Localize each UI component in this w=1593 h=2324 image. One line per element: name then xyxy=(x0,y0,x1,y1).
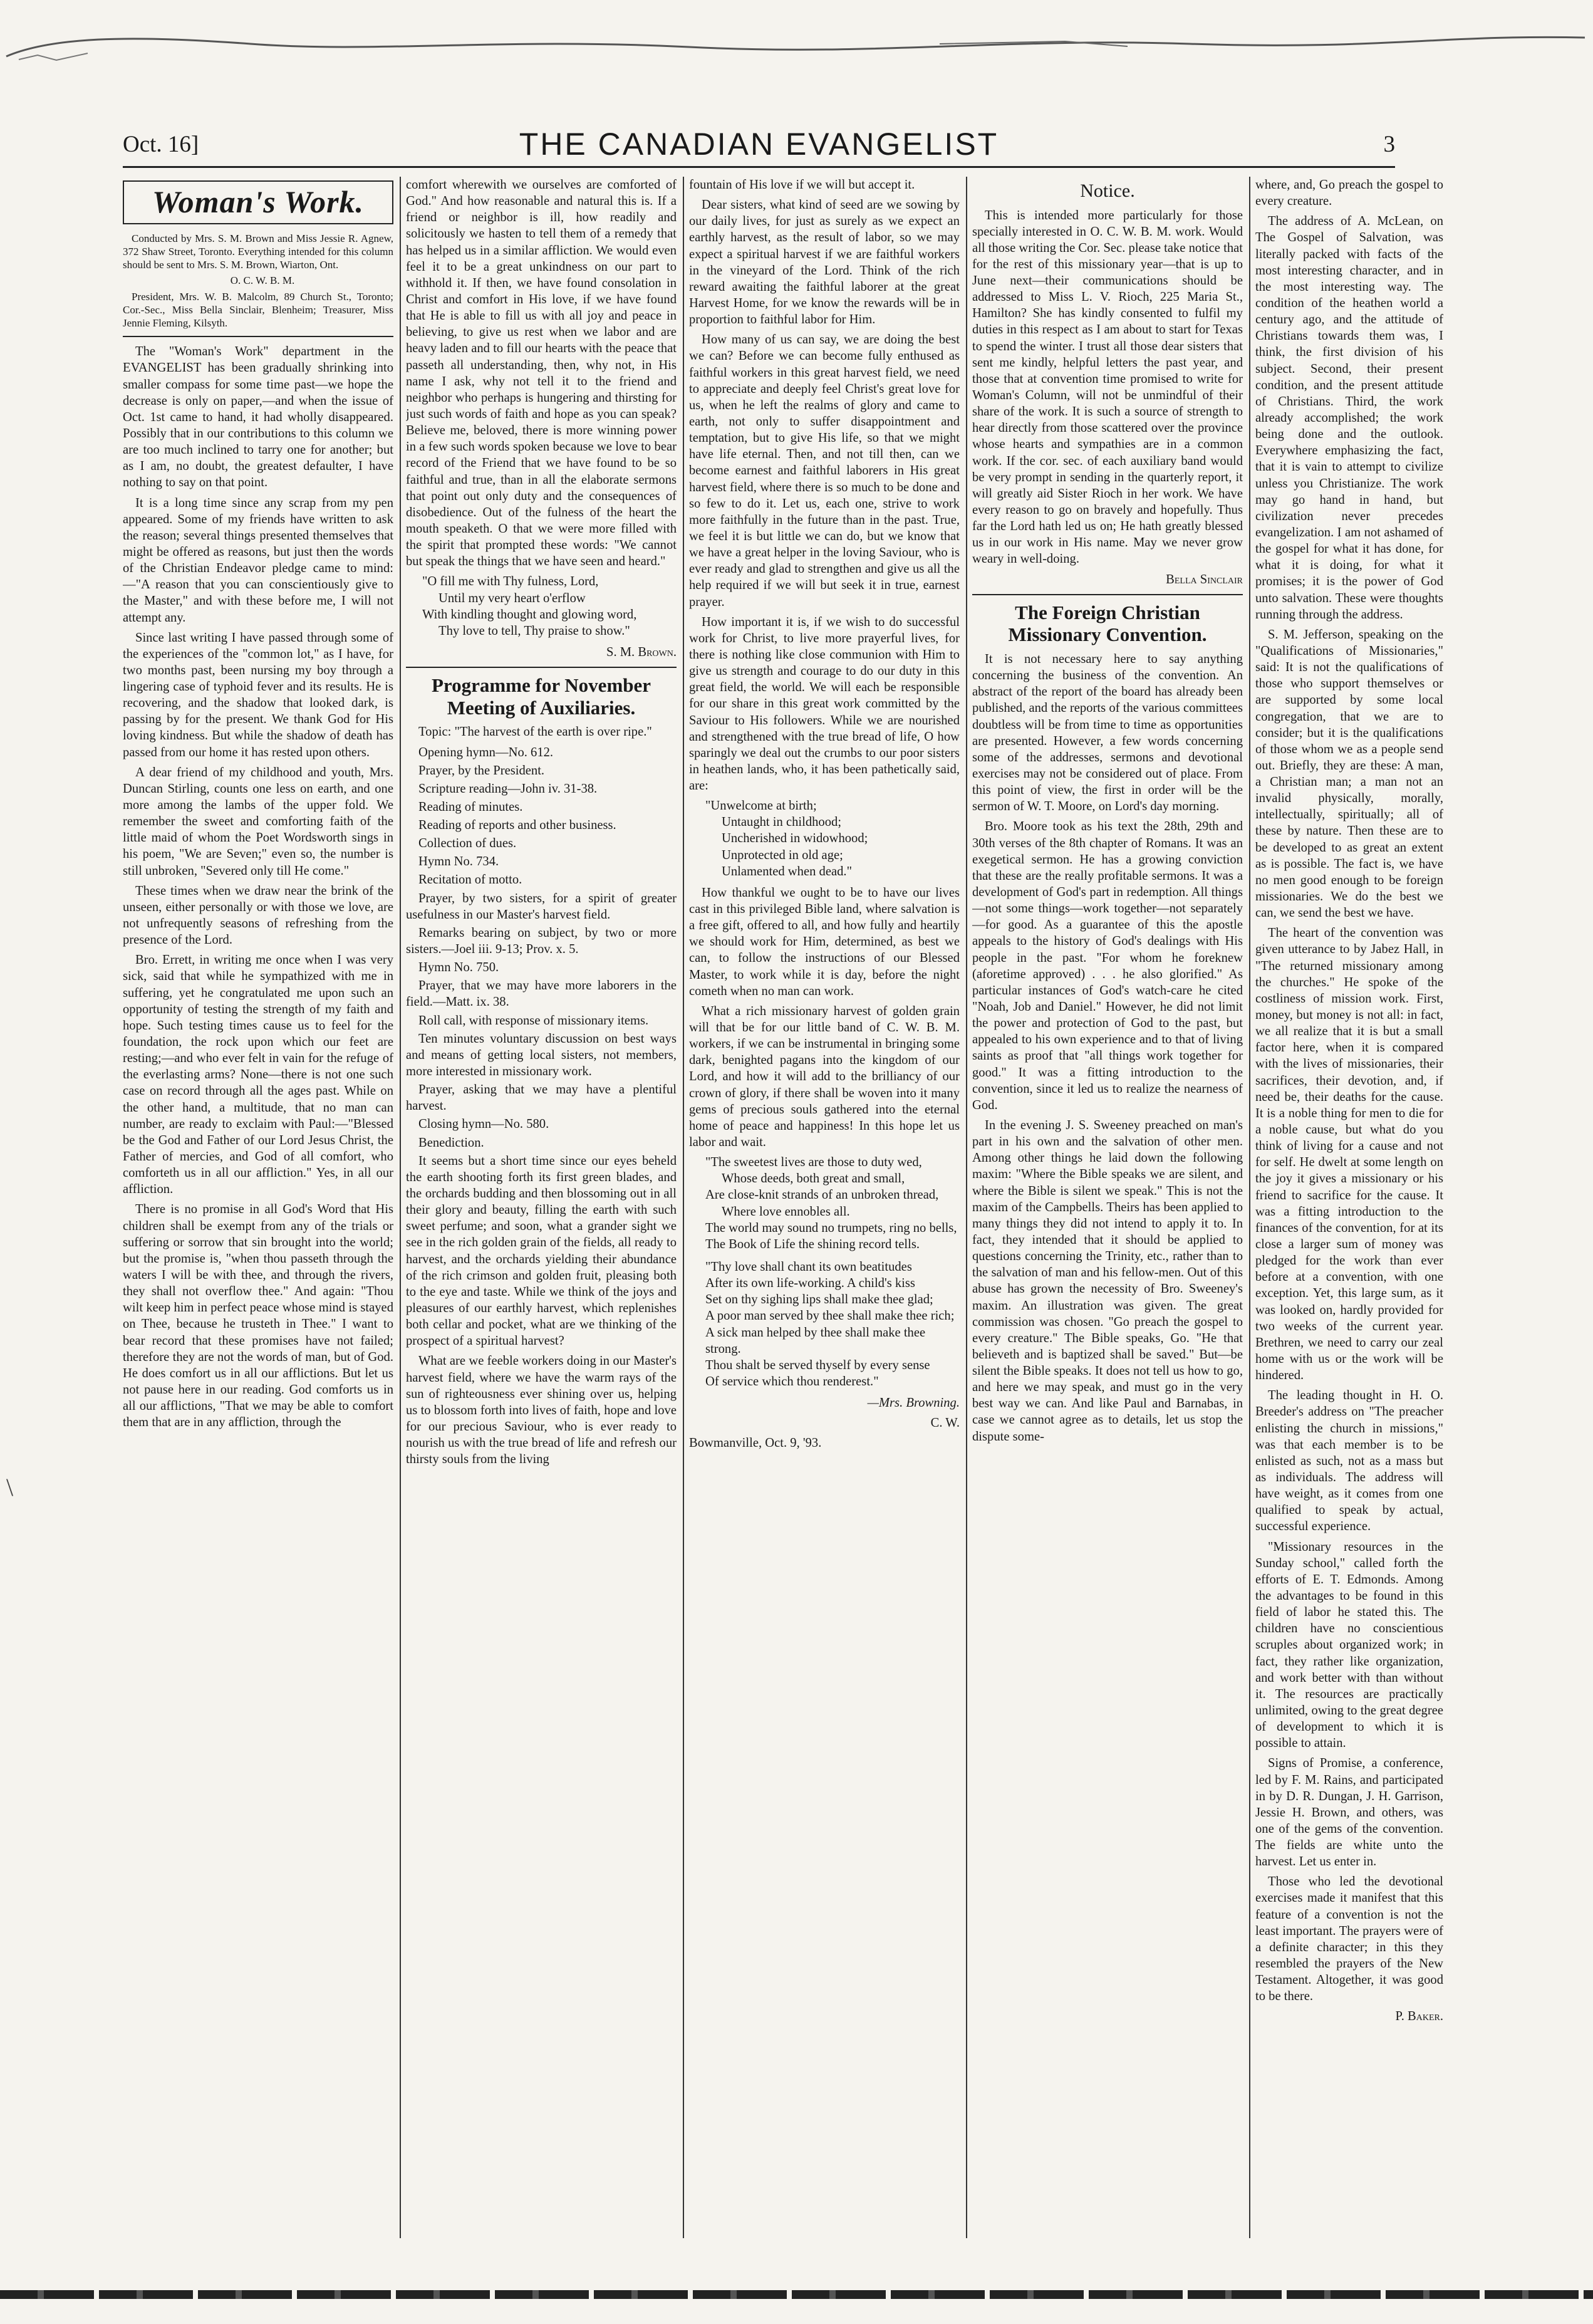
poem-line: The world may sound no trumpets, ring no bells, xyxy=(705,1221,957,1235)
paragraph: This is intended more particularly for those specially interested in O. C. W. B. M. work. Would all those writing the Cor. Sec. please take notice that for the rest of this missionary year—that is up to June next—their communications should be addressed to Miss L. V. Rioch, 225 Maria St., Hamilton? She has kindly consented to fulfil my duties in this respect as I am about to start for Texas to spend the winter. I trust all those dear sisters that sent me kindly, helpful letters the past year, and those that at convention time promised to write for Woman's Column, will not be unmindful of their share of the work. It is such a source of strength to hear directly from those scattered over the province whose hearts and sympathies are in a common work. If the cor. sec. of each auxiliary band would be very prompt in sending in the quarterly report, it will greatly aid Sister Rioch in her work. We have every reason to go on bravely and hopefully. Thus far the Lord hath led us on; He hath greatly blessed us in our work in His name. May we never grow weary in well-doing. xyxy=(972,208,1243,566)
poem-line xyxy=(705,1253,960,1259)
poem-line: "O fill me with Thy fulness, Lord, xyxy=(422,575,599,589)
paragraph: Since last writing I have passed through some of the experiences of the "common lot," as I have, for two months past, been nursing my boy through a lingering case of typhoid fever and its results. He is recovering, and the shadow that looked dark, is passing by for the present. We thank God for His loving kindness. But while the shadow of death has passed from our home it has rested upon others. xyxy=(123,630,393,759)
programme-item: Recitation of motto. xyxy=(418,873,522,887)
poem-line: A poor man served by thee shall make thee rich; xyxy=(705,1309,955,1323)
column-rule xyxy=(683,177,684,2238)
paragraph: Bro. Moore took as his text the 28th, 29th and 30th verses of the 8th chapter of Romans. It was an exegetical sermon. He has a growing conviction that these are the really profitable sermons. It was a development of God's part in redemption. All things—not some things—work together—not separately—for good. As a guarantee of this the apostle appeals to the history of God's dealings with His people in the past. "For whom he foreknew (aforetime approved) . . . he also glorified." As particular instances of God's watch-care he cited "Noah, Job and Daniel." However, he did not limit the power and protection of God to the past, but appealed to his own experience and to that of living saints as proof that "all things work together for good." It was a fitting introduction to the convention, since it led us to realize the nearness of God. xyxy=(972,820,1243,1112)
top-edge-scratch xyxy=(0,0,1593,69)
bottom-edge-rule xyxy=(0,2290,1593,2299)
signature: P. Baker. xyxy=(1395,2009,1443,2024)
programme-item: Benediction. xyxy=(418,1135,484,1150)
programme-item: Reading of reports and other business. xyxy=(418,818,616,833)
programme-topic: Topic: "The harvest of the earth is over ripe." xyxy=(418,725,652,739)
paragraph: The "Woman's Work" department in the EVANGELIST has been gradually shrinking into smaller compass for some time past—we hope the decrease is only on paper,—and when the issue of Oct. 1st came to hand, it had wholly disappeared. Possibly that in our contributions to this column we are too much inclined to tarry one for another; but as I am, no doubt, the greatest defaulter, I have nothing to say on that point. xyxy=(123,345,393,490)
paragraph: S. M. Jefferson, speaking on the "Qualifications of Missionaries," said: It is not the qualifications of those who support themselves or are supported by some local congregation, that we are to consider; but it is the qualifications of those whom we as a people send out. Briefly, they are these: A man, a Christian man; a man not an invalid physically, morally, intellectually, spiritually; all of these by nature. Then these are to be developed to as great an extent as is possible. The fact is, we have no men good enough to be foreign missionaries. We do the best we can, we send the best we have. xyxy=(1255,627,1443,920)
poem-line: "Unwelcome at birth; xyxy=(705,799,817,813)
signature: Bella Sinclair xyxy=(1166,572,1243,586)
paragraph: There is no promise in all God's Word that His children shall be exempt from any of the trials or suffering or sorrow that sin brought into the world; but the promise is, "when thou passeth through the waters I will be with thee, and through the rivers, they shall not overflow thee." And again: "Thou wilt keep him in perfect peace whose mind is stayed on Thee, because he trusteth in Thee." I want to bear record that these promises have not failed; therefore they are not the words of man, but of God. He does comfort us in all our afflictions. But let us not pause here in our reading. God comforts us in all our afflictions, "That we may be able to comfort them that are in any affliction, through the xyxy=(123,1202,393,1430)
programme-item: Remarks bearing on subject, by two or more sisters.—Joel iii. 9-13; Prov. x. 5. xyxy=(406,925,677,957)
programme-item: Opening hymn—No. 612. xyxy=(418,745,554,759)
paragraph: fountain of His love if we will but accept it. xyxy=(689,178,915,192)
paragraph: What are we feeble workers doing in our Master's harvest field, where we have the warm rays of the sun of righteousness ever shining over us, helping us to blossom forth into lives of faith, hope and love for our precious Saviour, who is ever ready to nourish us with the true bread of life and refresh our thirsty souls from the living xyxy=(406,1354,677,1467)
poem-line: After its own life-working. A child's kiss xyxy=(705,1276,915,1291)
womans-work-heading: Woman's Work. xyxy=(123,180,393,224)
dateline: Bowmanville, Oct. 9, '93. xyxy=(689,1436,822,1451)
page-number: 3 xyxy=(1383,132,1395,157)
column-2 xyxy=(406,177,677,2238)
programme-heading: Programme for November Meeting of Auxiliaries. xyxy=(431,674,651,719)
paragraph: Signs of Promise, a conference, led by F. M. Rains, and participated in by D. R. Dungan, J. H. Garrison, Jessie H. Brown, and others, was one of the gems of the convention. The fields are white unto the harvest. Let us enter in. xyxy=(1255,1756,1443,1869)
poem-line: With kindling thought and glowing word, xyxy=(422,607,637,622)
poem-line: Set on thy sighing lips shall make thee glad; xyxy=(705,1293,933,1307)
signature: C. W. xyxy=(930,1416,960,1430)
paragraph: How many of us can say, we are doing the best we can? Before we can become fully enthused as faithful workers in this great harvest field, we need to appreciate and deeply feel Christ's great love for us, when he left the realms of glory and came to earth, not only to suffer disappointment and temptation, but to give His life, so that we might have life eternal. Then, and not till then, can we become earnest and faithful laborers in His great harvest field, where there is so much to be done and so few to do it. Let us, each one, strive to work more faithfully in the future than in the past. True, we feel it is but little we can do, but we know that we have a great helper in the loving Saviour, who is ever ready and glad to strengthen and give us all the help required if we will but seek it in true, earnest prayer. xyxy=(689,333,960,609)
divider xyxy=(123,336,393,337)
paragraph: It seems but a short time since our eyes beheld the earth shooting forth its first green blades, and the orchards budding and then blossoming out in all their glory and beauty, filling the earth with such sweet perfume; and soon, what a grander sight we see in the rich golden grain of the fields, all ready to harvest, and the orchards yielding their abundance of the rich crimson and golden fruit, pleasing both to the eye and taste. While we think of the joys and pleasures of our earthly harvest, which replenishes both cellar and pocket, what are we thinking of the prospect of a spiritual harvest? xyxy=(406,1154,677,1348)
notice-heading: Notice. xyxy=(1080,180,1135,201)
column-rule xyxy=(1249,177,1250,2238)
paragraph: "Missionary resources in the Sunday school," called forth the efforts of E. T. Edmonds. Among the advantages to be found in this field of labor he stated this. The children have no conscientious scruples about organized work; in fact, they rather like organization, and work better with than without it. The resources are practically unlimited, owing to the great degree of development to which it is possible to attain. xyxy=(1255,1540,1443,1751)
programme-item: Reading of minutes. xyxy=(418,800,523,814)
poem-line: Thy love to tell, Thy praise to show." xyxy=(438,623,630,638)
programme-item: Collection of dues. xyxy=(418,836,517,851)
programme-item: Closing hymn—No. 580. xyxy=(418,1117,549,1132)
programme-item: Prayer, asking that we may have a plentiful harvest. xyxy=(406,1083,677,1113)
paragraph: Dear sisters, what kind of seed are we sowing by our daily lives, for just as surely as we expect an earthly harvest, as the result of labor, so we may expect a spiritual harvest if we are faithful workers in the vineyard of the Lord. Think of the rich reward awaiting the faithful laborer at the great Harvest Home, for we know the rewards will be in proportion to faithful labor for Him. xyxy=(689,198,960,327)
column-rule xyxy=(966,177,967,2238)
column-5 xyxy=(1255,177,1443,2238)
paragraph: The leading thought in H. O. Breeder's address on "The preacher enlisting the church in missions," was that each member is to be enlisted as such, not as a mass but as individuals. The address will have weight, as it comes from one qualified to speak by actual, successful experience. xyxy=(1255,1389,1443,1534)
poem-line: Unlamented when dead." xyxy=(722,864,852,878)
column-4 xyxy=(972,177,1243,2238)
org-name: O. C. W. B. M. xyxy=(230,274,295,287)
poem-author: —Mrs. Browning. xyxy=(867,1396,960,1410)
poem-line: Untaught in childhood; xyxy=(722,815,842,830)
paragraph: comfort wherewith we ourselves are comforted of God." And how reasonable and natural this is. If a friend or neighbor is ill, how readily and solicitously we hasten to tell them of a remedy that has helped us in a similar affliction. We would even feel it to be a great unkindness on our part to withhold it. If then, we have found consolation in Christ and comfort in His love, if we have found that He is able to fill us with all joy and peace in believing, to give us rest when we labor and are heavy laden and to fill our hearts with the peace that passeth all understanding, then, why not, in His name I ask, why not tell it to the friend and neighbor who perhaps is hungering and thirsting for just such words of faith and hope as you can speak? Believe me, beloved, there is more winning power in a few such words spoken because we love to bear record of the Friend that we have found to be so faithful and true, than in all the elaborate sermons that point out only duty and the consequences of disobedience. Out of the fulness of the heart the mouth speaketh. O that we were more filled with the spirit that prompted these words: "We cannot but speak the things that we have seen and heard." xyxy=(406,178,677,569)
poem-line: Whose deeds, both great and small, xyxy=(722,1172,905,1186)
poem-line: Are close-knit strands of an unbroken thread, xyxy=(705,1188,939,1202)
poem-line: Uncherished in widowhood; xyxy=(722,831,868,846)
signature: S. M. Brown. xyxy=(606,645,677,659)
officers-text: President, Mrs. W. B. Malcolm, 89 Church St., Toronto; Cor.-Sec., Miss Bella Sinclair, Blenheim; Treasurer, Miss Jennie Fleming, Kilsyth. xyxy=(123,290,393,329)
margin-mark: \ xyxy=(6,1473,14,1501)
paragraph: Bro. Errett, in writing me once when I was very sick, said that while he sympathized with me in suffering, yet he congratulated me upon such an opportunity of testing the strength of my faith and hope. Such testing times cause us to feel for the foundation, the rock upon which our feet are resting;—and who ever felt in vain for the refuge of the everlasting arms? None—there is not one such case on record through all the ages past. While on the other hand, a multitude, that no man can number, are ready to exclaim with Paul:—"Blessed be the God and Father of our Lord Jesus Christ, the Father of mercies, and God of all comfort, who comforteth us in all our affliction." Yes, in all our affliction. xyxy=(123,953,393,1197)
divider xyxy=(406,667,677,668)
poem-line: Of service which thou renderest." xyxy=(705,1374,879,1389)
poem-line: Until my very heart o'erflow xyxy=(438,591,586,605)
programme-item: Prayer, by two sisters, for a spirit of greater usefulness in our Master's harvest field. xyxy=(406,891,677,922)
programme-item: Hymn No. 750. xyxy=(418,961,499,975)
paragraph: The heart of the convention was given utterance to by Jabez Hall, in "The returned missionary among the churches." He spoke of the costliness of mission work. First, money, but money is not all: in fact, we all realize that it is but a small factor here, when it is compared with the lives of missionaries, their sacrifices, their devotion, and, if need be, their deaths for the cause. It is a noble thing for men to die for a noble cause, but what do you think of living for a cause and not for self. He dwelt at some length on the joy it gives a missionary or his friend to sacrifice for the cause. It was a fitting introduction to the finances of the convention, for at its close a larger sum of money was pledged for the work than ever before at a convention, with one exception. Yet, this large sum, as it was looked on, hardly provided for two weeks of the current year. Brethren, we need to carry our zeal home with us or the work will be hindered. xyxy=(1255,926,1443,1383)
column-1 xyxy=(123,177,393,2238)
poem xyxy=(422,573,677,639)
programme-item: Prayer, that we may have more laborers in the field.—Matt. ix. 38. xyxy=(406,979,677,1009)
poem-line: The Book of Life the shining record tells. xyxy=(705,1237,920,1251)
paragraph: In the evening J. S. Sweeney preached on man's part in his own and the salvation of other men. Among other things he laid down the following maxim: "Where the Bible speaks we are silent, and where the Bible is silent we speak." This is not the maxim of the Campbells. Theirs has been applied to many things they did not intend to apply it to. In fact, they intended that it should be applied to questions concerning the Trinity, etc., rather than to the salvation of man and his fellow-men. Out of this abuse has grown the necessity of Bro. Sweeney's maxim. An illustration was given. The great commission was chosen. "Go preach the gospel to every creature." The Bible speaks, Go. "He that believeth and is baptized shall be saved." But—be silent the Bible speaks. It does not tell us how to go, and here we may speak, and must go in the very best way we can. And like Paul and Barnabas, in case we cannot agree as to details, let us stop the dispute some- xyxy=(972,1118,1243,1444)
paragraph: It is not necessary here to say anything concerning the business of the convention. An abstract of the report of the board has already been published, and the reports of the various committees doubtless will be from time to time as opportunities are presented. However, a few words concerning some of the addresses, sermons and devotional exercises may not be considered out of place. From this point of view, the first in order will be the sermon of W. T. Moore, on Lord's day morning. xyxy=(972,652,1243,814)
column-rule xyxy=(400,177,401,2238)
issue-date: Oct. 16] xyxy=(123,132,199,157)
column-3 xyxy=(689,177,960,2238)
programme-item: Hymn No. 734. xyxy=(418,855,499,869)
poem-line: "The sweetest lives are those to duty wed, xyxy=(705,1155,922,1170)
poem xyxy=(705,1154,960,1390)
paragraph: How thankful we ought to be to have our lives cast in this privileged Bible land, where salvation is a free gift, offered to all, and how fully and heartily we should work for Him, determined, as best we can, to follow the instructions of our Blessed Master, to work while it is day, before the night cometh when no man can work. xyxy=(689,885,960,998)
poem-line: "Thy love shall chant its own beatitudes xyxy=(705,1260,912,1274)
poem-line: Where love ennobles all. xyxy=(722,1204,850,1219)
divider xyxy=(972,594,1243,595)
conducted-text: Conducted by Mrs. S. M. Brown and Miss Jessie R. Agnew, 372 Shaw Street, Toronto. Everything intended for this column should be sent to Mrs. S. M. Brown, Wiarton, Ont. xyxy=(123,232,393,271)
masthead xyxy=(123,122,1395,168)
paragraph: A dear friend of my childhood and youth, Mrs. Duncan Stirling, counts one less on earth, and one more among the lambs of the upper fold. We remember the sweet and comforting faith of the little maid of whom the Poet Wordsworth sings in his poem, "We are Seven;" even so, the number is still unbroken, "Severed only till He come." xyxy=(123,765,393,878)
paragraph: The address of A. McLean, on The Gospel of Salvation, was literally packed with facts of the most interesting character, and in the most interesting way. The condition of the heathen world a century ago, and the attitude of Christians towards them was, I think, the first division of his subject. Second, their present condition, and the present attitude of Christians. Third, the work already accomplished; the work being done and the outlook. Everywhere emphasizing the fact, that it is vain to attempt to civilize unless you Christianize. The work may go hand in hand, but civilization never precedes evangelization. I am not ashamed of the gospel for what it has done, for what it is doing, for what it promises; it is the power of God unto salvation. These were thoughts running through the address. xyxy=(1255,214,1443,622)
poem-line: A sick man helped by thee shall make thee strong. xyxy=(705,1325,926,1356)
programme-item: Ten minutes voluntary discussion on best ways and means of getting local sisters, not members, more interested in missionary work. xyxy=(406,1031,677,1079)
paragraph: It is a long time since any scrap from my pen appeared. Some of my friends have written to ask the reason; several things presented themselves that might be offered as reasons, but just then the words of the Christian Endeavor pledge came to mind:—"A reason that you can conscientiously give to the Master," and with these before me, I will not attempt any. xyxy=(123,496,393,625)
paragraph: Those who led the devotional exercises made it manifest that this feature of a convention is not the least important. The prayers were of a definite character; in this they resembled the prayers of the New Testament. Altogether, it was good to be there. xyxy=(1255,1875,1443,2004)
convention-heading: The Foreign Christian Missionary Convention. xyxy=(1008,601,1207,646)
paragraph: How important it is, if we wish to do successful work for Christ, to live more prayerful lives, for there is nothing like close communion with Him to give us strength and courage to do our duty in this great field, the world. We will each be responsible for our share in this great work committed by the Saviour to His followers. While we are nourished and strengthened with the true bread of life, O how sparingly we deal out the crumbs to our poor sisters in heathen lands, who, it has been pathetically said, are: xyxy=(689,615,960,793)
newspaper-title: THE CANADIAN EVANGELIST xyxy=(519,127,999,162)
poem-line: Thou shalt be served thyself by every sense xyxy=(705,1358,930,1372)
programme-item: Roll call, with response of missionary items. xyxy=(418,1013,649,1028)
paragraph: These times when we draw near the brink of the unseen, either personally or with those we love, are not unfrequently seasons of refreshing from the presence of the Lord. xyxy=(123,883,393,947)
paragraph: What a rich missionary harvest of golden grain will that be for our little band of C. W. B. M. workers, if we can be instrumental in bringing some dark, benighted pagans into the kingdom of our Lord, and how it will add to the brilliancy of our crown of glory, if there shall be woven into it many gems of precious souls gathered into the eternal home of peace and happiness! In this hope let us labor and wait. xyxy=(689,1004,960,1150)
poem xyxy=(705,798,960,880)
poem-line: Unprotected in old age; xyxy=(722,848,843,862)
programme-item: Scripture reading—John iv. 31-38. xyxy=(418,781,598,796)
paragraph: where, and, Go preach the gospel to every creature. xyxy=(1255,178,1443,209)
programme-item: Prayer, by the President. xyxy=(418,763,545,778)
conducted-by xyxy=(123,232,393,330)
